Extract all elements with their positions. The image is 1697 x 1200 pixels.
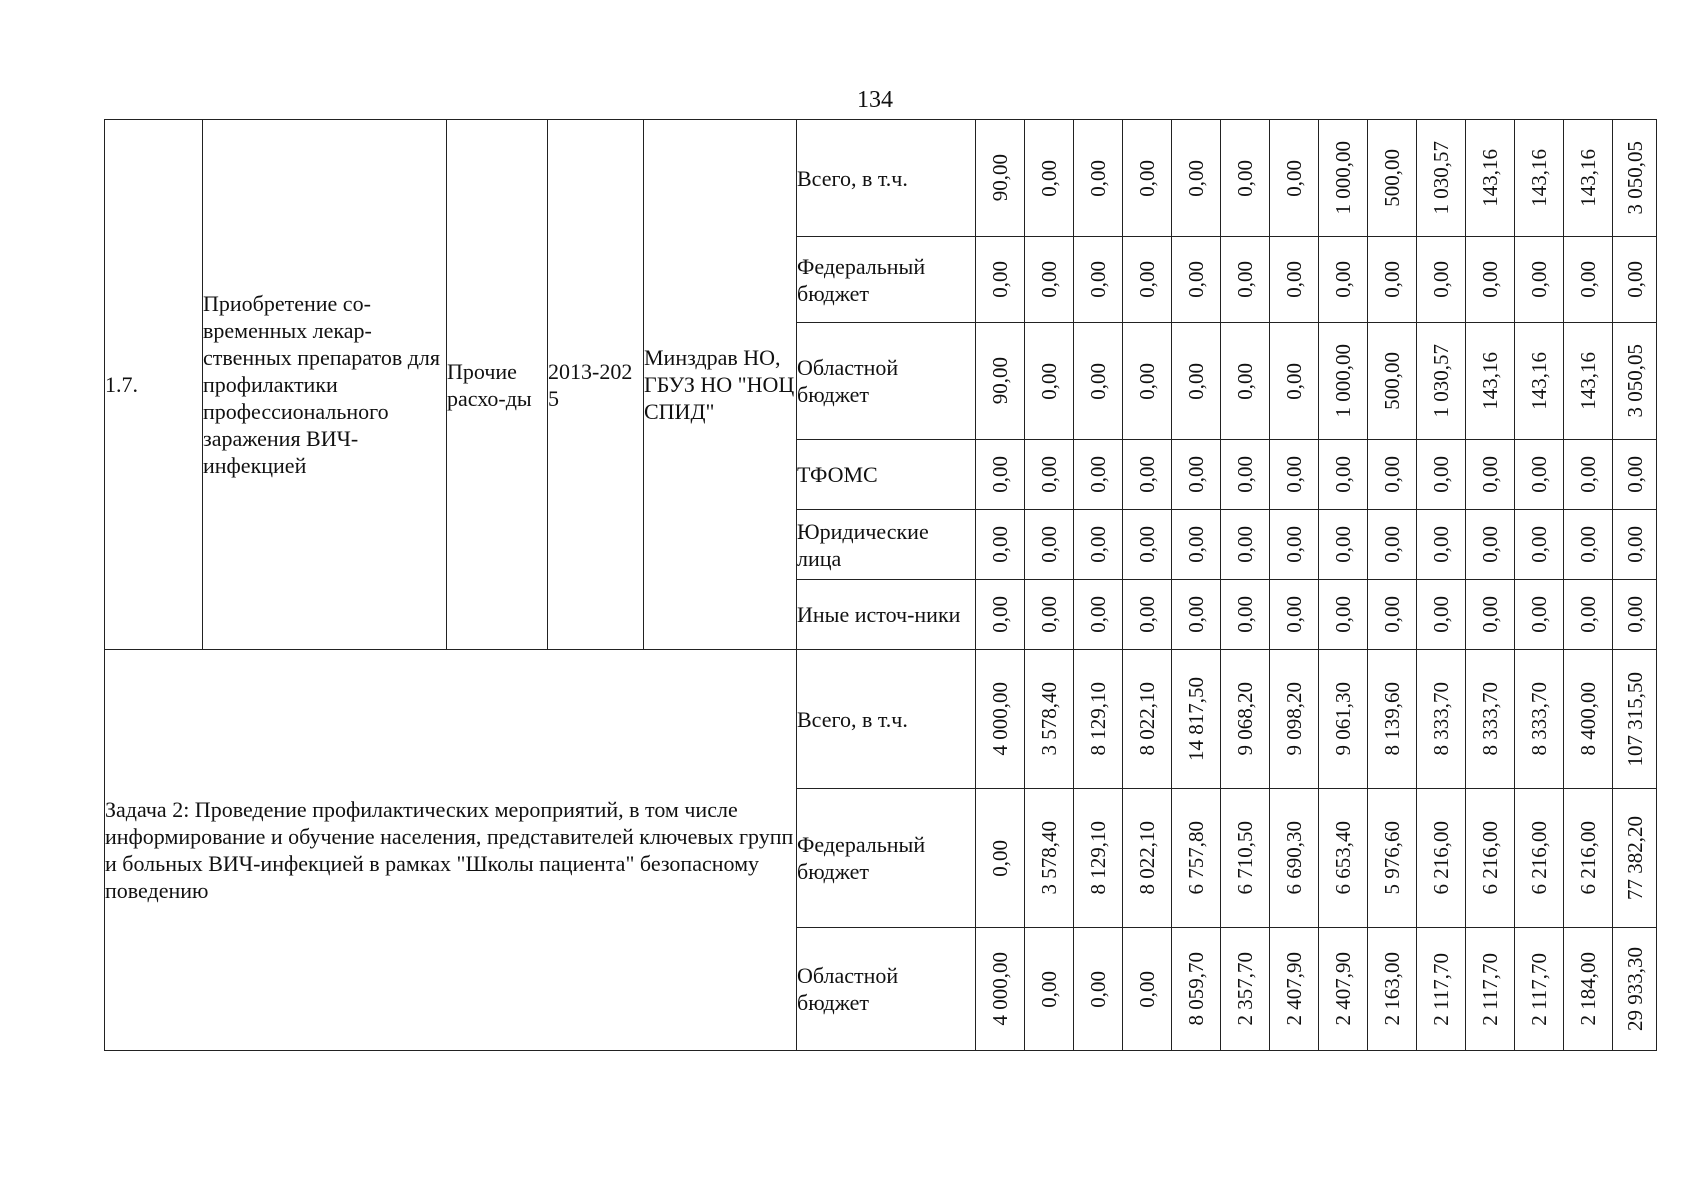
amount-cell <box>1613 789 1657 928</box>
amount-cell <box>1074 510 1123 580</box>
amount-cell <box>1123 237 1172 323</box>
amount-cell <box>1172 580 1221 650</box>
amount-value: 0,00 <box>1037 159 1061 197</box>
amount-cell <box>1417 789 1466 928</box>
amount-value: 0,00 <box>1429 526 1453 563</box>
amount-value: 3 578,40 <box>1037 821 1061 895</box>
amount-cell <box>1221 120 1270 237</box>
amount-cell <box>1025 789 1074 928</box>
amount-cell <box>1564 120 1613 237</box>
amount-value: 1 030,57 <box>1429 344 1453 418</box>
amount-cell <box>1172 323 1221 440</box>
amount-cell <box>1172 440 1221 510</box>
amount-cell <box>1613 650 1657 789</box>
amount-value: 0,00 <box>1429 261 1453 298</box>
amount-cell <box>1564 580 1613 650</box>
amount-cell <box>1515 789 1564 928</box>
amount-value: 0,00 <box>1527 456 1551 493</box>
amount-cell <box>1466 580 1515 650</box>
amount-value: 0,00 <box>1527 596 1551 633</box>
amount-cell <box>976 237 1025 323</box>
page-number: 134 <box>857 87 893 113</box>
amount-value: 0,00 <box>1576 261 1600 298</box>
amount-value: 0,00 <box>1331 526 1355 563</box>
amount-value: 8 129,10 <box>1086 821 1110 895</box>
amount-value: 0,00 <box>1478 456 1502 493</box>
amount-value: 6 216,00 <box>1527 821 1551 895</box>
amount-cell <box>1025 323 1074 440</box>
amount-cell <box>1368 510 1417 580</box>
amount-cell <box>1613 237 1657 323</box>
amount-cell <box>1221 440 1270 510</box>
table-row <box>105 120 1657 237</box>
amount-cell <box>976 510 1025 580</box>
amount-value: 143,16 <box>1478 352 1502 410</box>
amount-value: 6 216,00 <box>1429 821 1453 895</box>
amount-cell <box>1417 237 1466 323</box>
amount-cell <box>1564 237 1613 323</box>
amount-cell <box>1368 789 1417 928</box>
amount-cell <box>1025 120 1074 237</box>
amount-value: 2 357,70 <box>1233 952 1257 1026</box>
amount-cell <box>1074 237 1123 323</box>
amount-value: 143,16 <box>1576 352 1600 410</box>
amount-cell <box>1025 580 1074 650</box>
amount-cell <box>1368 440 1417 510</box>
amount-value: 8 400,00 <box>1576 682 1600 756</box>
amount-value: 0,00 <box>1037 596 1061 633</box>
amount-cell <box>1074 120 1123 237</box>
amount-value: 0,00 <box>1282 362 1306 400</box>
amount-value: 0,00 <box>1037 261 1061 298</box>
amount-cell <box>1025 650 1074 789</box>
amount-cell <box>1074 580 1123 650</box>
amount-cell <box>1123 440 1172 510</box>
amount-cell <box>1417 120 1466 237</box>
amount-cell <box>1515 237 1564 323</box>
amount-value: 0,00 <box>1184 456 1208 493</box>
amount-cell <box>1417 440 1466 510</box>
task-name: Задача 2: Проведение профилактических мероприятий, в том числе информирование и обучение населения, представителей ключевых групп и больных ВИЧ-инфекцией в рамках "Школы пациента" безопасному поведению <box>105 650 797 1051</box>
period: 2013-2025 <box>548 120 644 650</box>
amount-cell <box>1515 650 1564 789</box>
amount-cell <box>1221 237 1270 323</box>
funding-source: Иные источ-ники <box>797 580 976 650</box>
amount-cell <box>1564 789 1613 928</box>
amount-cell <box>1368 928 1417 1051</box>
amount-value: 2 407,90 <box>1282 952 1306 1026</box>
funding-source: Всего, в т.ч. <box>797 120 976 237</box>
amount-value: 0,00 <box>1037 362 1061 400</box>
amount-value: 6 216,00 <box>1576 821 1600 895</box>
funding-source: Всего, в т.ч. <box>797 650 976 789</box>
amount-value: 0,00 <box>1135 456 1159 493</box>
amount-value: 0,00 <box>1576 526 1600 563</box>
amount-cell <box>1613 120 1657 237</box>
amount-value: 90,00 <box>988 154 1012 202</box>
amount-cell <box>1270 650 1319 789</box>
amount-cell <box>1123 323 1172 440</box>
amount-cell <box>1613 323 1657 440</box>
amount-cell <box>976 789 1025 928</box>
amount-cell <box>1515 120 1564 237</box>
amount-cell <box>1025 237 1074 323</box>
funding-source: ТФОМС <box>797 440 976 510</box>
amount-value: 0,00 <box>1086 596 1110 633</box>
executor: Минздрав НО, ГБУЗ НО "НОЦ СПИД" <box>644 120 797 650</box>
amount-value: 0,00 <box>1282 596 1306 633</box>
amount-cell <box>1221 789 1270 928</box>
amount-cell <box>1564 510 1613 580</box>
amount-value: 6 653,40 <box>1331 821 1355 895</box>
amount-value: 9 061,30 <box>1331 682 1355 756</box>
amount-cell <box>1123 120 1172 237</box>
amount-value: 3 578,40 <box>1037 682 1061 756</box>
amount-value: 0,00 <box>1282 159 1306 197</box>
amount-value: 9 098,20 <box>1282 682 1306 756</box>
amount-value: 8 333,70 <box>1429 682 1453 756</box>
amount-cell <box>1466 237 1515 323</box>
funding-source: Областной бюджет <box>797 928 976 1051</box>
amount-cell <box>1564 928 1613 1051</box>
amount-value: 0,00 <box>1135 526 1159 563</box>
amount-value: 0,00 <box>988 456 1012 493</box>
amount-value: 8 139,60 <box>1380 682 1404 756</box>
amount-cell <box>1466 323 1515 440</box>
amount-value: 0,00 <box>1478 526 1502 563</box>
amount-value: 0,00 <box>1184 362 1208 400</box>
amount-cell <box>1417 510 1466 580</box>
amount-cell <box>1025 440 1074 510</box>
amount-value: 0,00 <box>1135 159 1159 197</box>
amount-value: 0,00 <box>988 261 1012 298</box>
amount-value: 0,00 <box>1380 596 1404 633</box>
amount-cell <box>1123 789 1172 928</box>
amount-value: 0,00 <box>1282 456 1306 493</box>
amount-cell <box>1319 580 1368 650</box>
amount-cell <box>1123 650 1172 789</box>
amount-value: 0,00 <box>988 596 1012 633</box>
amount-cell <box>1172 650 1221 789</box>
amount-value: 0,00 <box>1527 526 1551 563</box>
amount-cell <box>1319 510 1368 580</box>
amount-value: 0,00 <box>988 526 1012 563</box>
amount-cell <box>1172 120 1221 237</box>
item-name: Приобретение со-временных лекар-ственных препаратов для профилактики профессионального заражения ВИЧ-инфекцией <box>203 120 447 650</box>
amount-value: 8 022,10 <box>1135 682 1159 756</box>
amount-value: 4 000,00 <box>988 682 1012 756</box>
amount-value: 0,00 <box>1331 456 1355 493</box>
amount-value: 0,00 <box>1331 261 1355 298</box>
amount-value: 0,00 <box>1527 261 1551 298</box>
amount-cell <box>1319 650 1368 789</box>
amount-value: 2 117,70 <box>1429 952 1453 1026</box>
amount-value: 0,00 <box>1576 456 1600 493</box>
amount-value: 0,00 <box>1478 261 1502 298</box>
amount-cell <box>1074 440 1123 510</box>
amount-value: 500,00 <box>1380 149 1404 207</box>
amount-cell <box>1613 928 1657 1051</box>
amount-value: 2 163,00 <box>1380 952 1404 1026</box>
amount-value: 107 315,50 <box>1622 671 1647 767</box>
amount-cell <box>1270 789 1319 928</box>
amount-value: 4 000,00 <box>988 952 1012 1026</box>
amount-value: 9 068,20 <box>1233 682 1257 756</box>
amount-cell <box>1515 510 1564 580</box>
amount-value: 0,00 <box>1135 261 1159 298</box>
amount-cell <box>1417 580 1466 650</box>
amount-value: 0,00 <box>1282 526 1306 563</box>
amount-value: 1 000,00 <box>1331 141 1355 215</box>
funding-source: Областной бюджет <box>797 323 976 440</box>
amount-cell <box>1221 650 1270 789</box>
amount-value: 2 117,70 <box>1478 952 1502 1026</box>
amount-value: 0,00 <box>1429 456 1453 493</box>
amount-value: 143,16 <box>1527 149 1551 207</box>
amount-cell <box>1466 120 1515 237</box>
amount-cell <box>1270 440 1319 510</box>
amount-cell <box>1319 928 1368 1051</box>
amount-value: 0,00 <box>1086 362 1110 400</box>
amount-cell <box>1270 580 1319 650</box>
amount-cell <box>1270 323 1319 440</box>
amount-cell <box>1221 928 1270 1051</box>
amount-cell <box>976 120 1025 237</box>
amount-value: 0,00 <box>1622 526 1647 563</box>
amount-value: 6 710,50 <box>1233 821 1257 895</box>
amount-value: 0,00 <box>1576 596 1600 633</box>
amount-cell <box>1123 580 1172 650</box>
amount-cell <box>1074 928 1123 1051</box>
amount-cell <box>1270 928 1319 1051</box>
amount-cell <box>976 928 1025 1051</box>
amount-cell <box>976 580 1025 650</box>
amount-value: 0,00 <box>1478 596 1502 633</box>
amount-cell <box>1270 510 1319 580</box>
funding-source: Юридические лица <box>797 510 976 580</box>
amount-cell <box>1123 928 1172 1051</box>
amount-cell <box>1074 323 1123 440</box>
amount-value: 0,00 <box>1282 261 1306 298</box>
amount-value: 0,00 <box>1184 526 1208 563</box>
amount-value: 0,00 <box>1135 596 1159 633</box>
amount-cell <box>1417 928 1466 1051</box>
amount-value: 8 333,70 <box>1478 682 1502 756</box>
amount-cell <box>1025 510 1074 580</box>
amount-value: 0,00 <box>1184 159 1208 197</box>
amount-value: 8 022,10 <box>1135 821 1159 895</box>
amount-value: 90,00 <box>988 357 1012 405</box>
amount-value: 1 000,00 <box>1331 344 1355 418</box>
amount-cell <box>1515 440 1564 510</box>
amount-cell <box>1564 323 1613 440</box>
amount-value: 143,16 <box>1576 149 1600 207</box>
amount-value: 0,00 <box>1233 362 1257 400</box>
amount-cell <box>976 650 1025 789</box>
amount-cell <box>976 440 1025 510</box>
amount-value: 6 690,30 <box>1282 821 1306 895</box>
amount-cell <box>1074 789 1123 928</box>
table-row <box>105 650 1657 789</box>
amount-value: 0,00 <box>988 839 1012 877</box>
amount-cell <box>1172 237 1221 323</box>
amount-cell <box>1172 928 1221 1051</box>
amount-value: 0,00 <box>1037 526 1061 563</box>
amount-value: 0,00 <box>1037 970 1061 1008</box>
amount-cell <box>1466 510 1515 580</box>
amount-value: 0,00 <box>1380 456 1404 493</box>
amount-value: 2 117,70 <box>1527 952 1551 1026</box>
amount-cell <box>1564 440 1613 510</box>
amount-value: 8 333,70 <box>1527 682 1551 756</box>
amount-cell <box>1319 237 1368 323</box>
item-number: 1.7. <box>105 120 203 650</box>
amount-cell <box>1221 510 1270 580</box>
amount-cell <box>1466 440 1515 510</box>
expense-type: Прочие расхо-ды <box>447 120 548 650</box>
amount-value: 29 933,30 <box>1622 947 1647 1031</box>
amount-value: 8 059,70 <box>1184 952 1208 1026</box>
amount-value: 3 050,05 <box>1622 141 1647 215</box>
amount-cell <box>1515 580 1564 650</box>
amount-value: 6 757,80 <box>1184 821 1208 895</box>
amount-value: 0,00 <box>1622 261 1647 298</box>
amount-value: 0,00 <box>1331 596 1355 633</box>
amount-value: 3 050,05 <box>1622 344 1647 418</box>
amount-value: 0,00 <box>1233 159 1257 197</box>
amount-cell <box>1564 650 1613 789</box>
amount-cell <box>1172 510 1221 580</box>
amount-cell <box>1319 323 1368 440</box>
amount-cell <box>1417 650 1466 789</box>
amount-value: 1 030,57 <box>1429 141 1453 215</box>
amount-value: 0,00 <box>1233 596 1257 633</box>
amount-cell <box>1368 580 1417 650</box>
amount-value: 500,00 <box>1380 352 1404 410</box>
amount-value: 0,00 <box>1086 526 1110 563</box>
amount-cell <box>1221 323 1270 440</box>
amount-cell <box>1270 237 1319 323</box>
amount-cell <box>976 323 1025 440</box>
amount-cell <box>1466 650 1515 789</box>
amount-value: 2 184,00 <box>1576 952 1600 1026</box>
amount-cell <box>1417 323 1466 440</box>
amount-value: 0,00 <box>1380 526 1404 563</box>
amount-value: 143,16 <box>1478 149 1502 207</box>
amount-value: 0,00 <box>1184 261 1208 298</box>
amount-value: 0,00 <box>1037 456 1061 493</box>
amount-value: 0,00 <box>1622 596 1647 633</box>
amount-value: 0,00 <box>1086 261 1110 298</box>
budget-table-body <box>105 120 1657 1051</box>
amount-value: 0,00 <box>1184 596 1208 633</box>
amount-cell <box>1515 323 1564 440</box>
amount-value: 0,00 <box>1233 456 1257 493</box>
amount-cell <box>1368 650 1417 789</box>
amount-value: 6 216,00 <box>1478 821 1502 895</box>
amount-value: 0,00 <box>1233 261 1257 298</box>
amount-value: 0,00 <box>1380 261 1404 298</box>
amount-value: 77 382,20 <box>1622 816 1647 900</box>
amount-cell <box>1613 580 1657 650</box>
amount-cell <box>1368 323 1417 440</box>
amount-value: 0,00 <box>1086 970 1110 1008</box>
amount-cell <box>1221 580 1270 650</box>
amount-value: 0,00 <box>1429 596 1453 633</box>
amount-cell <box>1368 120 1417 237</box>
amount-value: 143,16 <box>1527 352 1551 410</box>
amount-cell <box>1319 789 1368 928</box>
amount-cell <box>1025 928 1074 1051</box>
amount-value: 0,00 <box>1086 159 1110 197</box>
amount-cell <box>1319 440 1368 510</box>
amount-cell <box>1123 510 1172 580</box>
amount-value: 0,00 <box>1135 362 1159 400</box>
amount-value: 0,00 <box>1622 456 1647 493</box>
budget-table <box>104 119 1657 1051</box>
amount-value: 14 817,50 <box>1184 677 1208 761</box>
funding-source: Федеральный бюджет <box>797 237 976 323</box>
amount-cell <box>1319 120 1368 237</box>
amount-value: 8 129,10 <box>1086 682 1110 756</box>
amount-cell <box>1613 510 1657 580</box>
amount-cell <box>1613 440 1657 510</box>
amount-value: 0,00 <box>1233 526 1257 563</box>
funding-source: Федеральный бюджет <box>797 789 976 928</box>
amount-cell <box>1515 928 1564 1051</box>
amount-cell <box>1368 237 1417 323</box>
amount-cell <box>1466 789 1515 928</box>
amount-value: 0,00 <box>1086 456 1110 493</box>
amount-value: 2 407,90 <box>1331 952 1355 1026</box>
amount-cell <box>1172 789 1221 928</box>
amount-value: 5 976,60 <box>1380 821 1404 895</box>
amount-cell <box>1074 650 1123 789</box>
amount-cell <box>1270 120 1319 237</box>
amount-value: 0,00 <box>1135 970 1159 1008</box>
amount-cell <box>1466 928 1515 1051</box>
